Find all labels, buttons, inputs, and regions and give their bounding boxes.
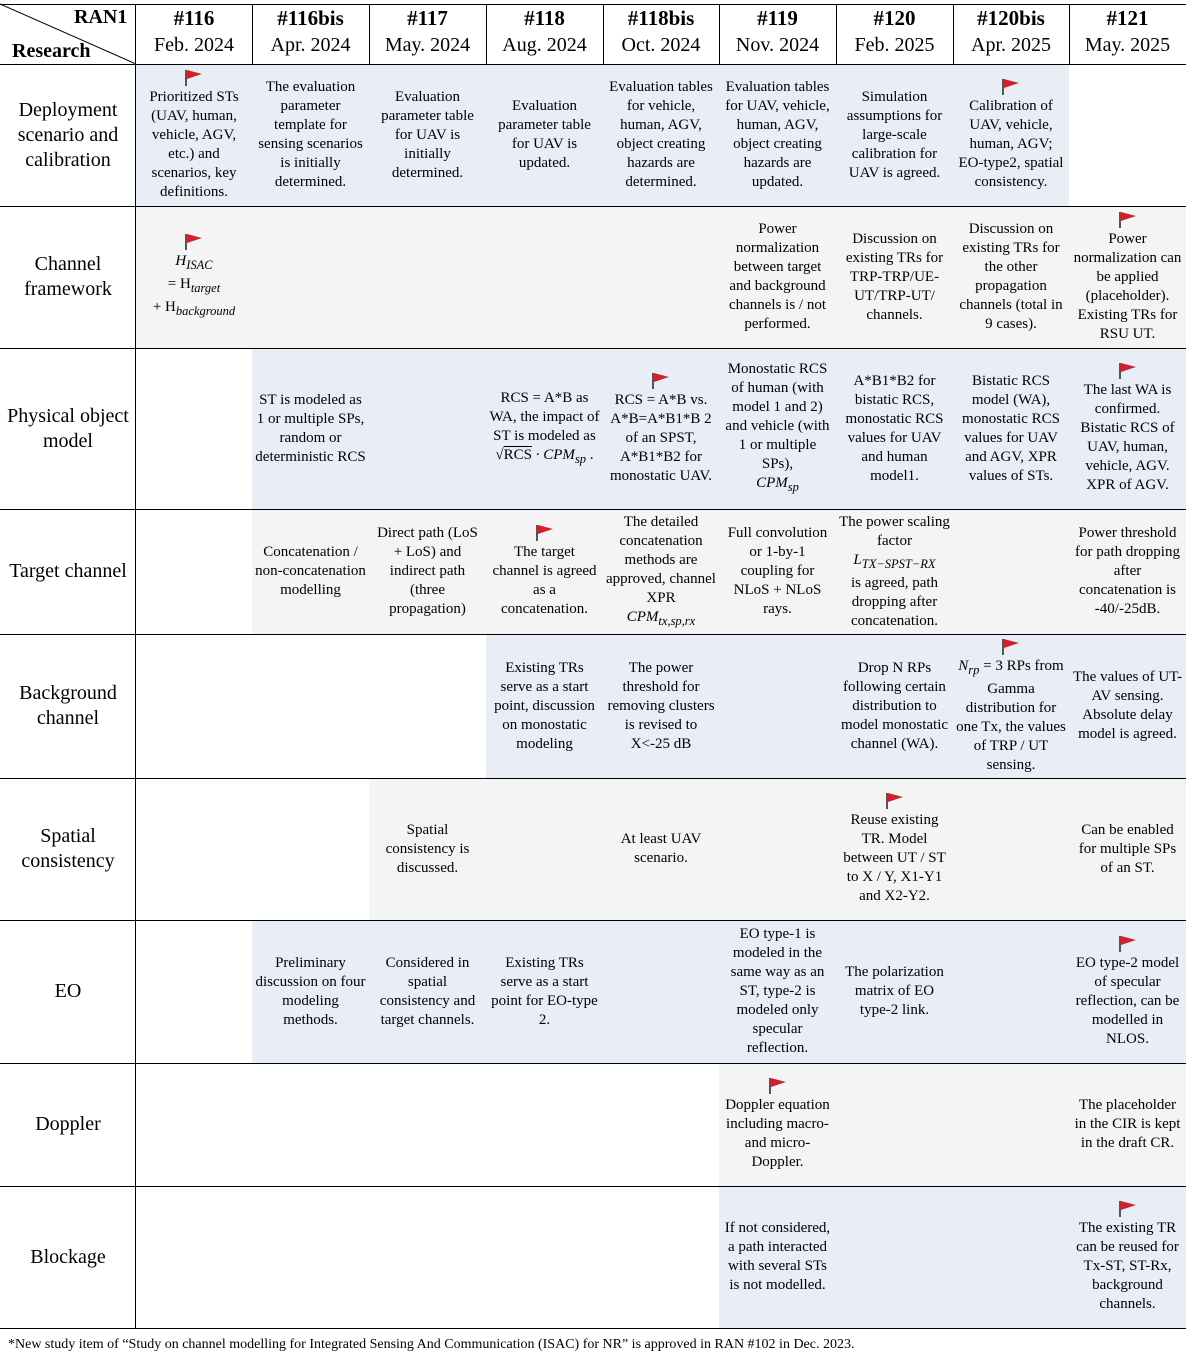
table-cell: RCS = A*B as WA, the impact of ST is modeled as $√RCS \cdot CPM_{sp}$ . [486, 348, 603, 509]
table-cell: The power threshold for removing clusters is revised to X<-25 dB [607, 659, 715, 752]
table-cell: The placeholder in the CIR is kept in the draft CR. [1074, 1097, 1181, 1151]
table-cell: Evaluation tables for vehicle, human, AGV, object creating hazards are determined. [609, 79, 713, 190]
table-cell: Existing TRs serve as a start point for EO-type 2. [491, 954, 598, 1028]
rule [1069, 4, 1070, 64]
table-cell: Power threshold for path dropping after concatenation is -40/-25dB. [1075, 525, 1180, 617]
column-header: #120 Feb. 2025 [854, 6, 935, 56]
table-cell: Spatial consistency is discussed. [385, 821, 470, 876]
rule [252, 4, 253, 64]
corner-bottom-label: Research [12, 40, 91, 62]
row-label: Channel framework [24, 253, 112, 300]
row-label: Target channel [9, 560, 127, 582]
table-cell: Concatenation / non-concatenation modelling [255, 544, 366, 598]
flag-icon [650, 372, 672, 390]
table-cell: Power normalization between target and background channels is / not performed. [728, 221, 827, 332]
row-label: Spatial consistency [21, 825, 115, 872]
column-header: #120bis Apr. 2025 [971, 6, 1051, 56]
table-cell: If not considered, a path interacted with several STs is not modelled. [724, 1220, 831, 1293]
table-cell: Discussion on existing TRs for the other propagation channels (total in 9 cases). [959, 221, 1063, 332]
rule [836, 4, 837, 64]
table-cell: The target channel is agreed as a concatenation. [486, 509, 603, 634]
formula-line: = $H_{target}$ [167, 276, 221, 295]
table-cell: EO type-2 model of specular reflection, can be modelled in NLOS. [1069, 920, 1186, 1063]
column-header: #121 May. 2025 [1084, 6, 1171, 56]
flag-icon [1117, 211, 1139, 229]
rule [0, 1328, 1186, 1329]
corner-top-label: RAN1 [74, 6, 128, 28]
table-cell: At least UAV scenario. [620, 831, 702, 866]
row-label: EO [54, 980, 82, 1002]
formula-line: $H_{ISAC}$ [175, 253, 213, 272]
table-cell: A*B1*B2 for bistatic RCS, monostatic RCS values for UAV and human model1. [845, 372, 944, 484]
table-cell: Bistatic RCS model (WA), monostatic RCS values for UAV and AGV, XPR values of STs. [962, 372, 1060, 484]
table-cell: Evaluation parameter table for UAV is updated. [498, 98, 591, 171]
flag-icon [1117, 935, 1139, 953]
column-header: #118bis Oct. 2024 [621, 6, 701, 56]
rule [486, 4, 487, 64]
table-cell: The power scaling factor $L_{TX-SPST-RX}$ is agreed, path dropping after concatenation. [839, 513, 950, 629]
table-cell: Discussion on existing TRs for TRP-TRP/UE-UT/TRP-UT/ channels. [845, 230, 944, 323]
table-cell: The evaluation parameter template for sensing scenarios is initially determined. [258, 79, 363, 190]
table-cell: The last WA is confirmed. Bistatic RCS of UAV, human, vehicle, AGV. XPR of AGV. [1069, 348, 1186, 509]
flag-icon [1117, 1200, 1139, 1218]
flag-icon [884, 792, 906, 810]
rule [953, 4, 954, 64]
column-header: #117 May. 2024 [384, 6, 471, 56]
table-cell: Drop N RPs following certain distribution to model monostatic channel (WA). [840, 659, 949, 752]
flag-icon [767, 1077, 789, 1095]
table-cell: The values of UT-AV sensing. Absolute delay model is agreed. [1073, 669, 1182, 742]
table-cell: Simulation assumptions for large-scale calibration for UAV is agreed. [846, 88, 943, 181]
table-cell: Monostatic RCS of human (with model 1 and 2) and vehicle (with 1 or multiple SPs), $CPM_{sp}$ [725, 361, 830, 494]
flag-icon [1000, 638, 1022, 656]
table-cell: Can be enabled for multiple SPs of an ST. [1078, 821, 1177, 876]
table-cell: Power normalization can be applied (placeholder). Existing TRs for RSU UT. [1069, 206, 1186, 348]
rule [369, 4, 370, 64]
table-cell: EO type-1 is modeled in the same way as an ST, type-2 is modeled only specular reflection. [730, 926, 825, 1056]
footnote: *New study item of “Study on channel modelling for Integrated Sensing And Communication (ISAC) for NR” is approved in RAN #102 in Dec. 2023. [8, 1337, 855, 1352]
table-cell: RCS = A*B vs. A*B=A*B1*B 2 of an SPST, A*B1*B2 for monostatic UAV. [603, 348, 719, 509]
flag-icon [183, 233, 205, 251]
table-cell: Direct path (LoS + LoS) and indirect path (three propagation) [377, 525, 478, 617]
column-header: #116bis Apr. 2024 [270, 6, 351, 56]
flag-icon [183, 69, 205, 87]
rule [0, 4, 1186, 5]
table-cell: Preliminary discussion on four modeling methods. [255, 954, 366, 1028]
table-cell: Evaluation parameter table for UAV is initially determined. [381, 88, 474, 181]
table-cell: Calibration of UAV, vehicle, human, AGV; EO-type2, spatial consistency. [953, 64, 1069, 206]
flag-icon [534, 524, 556, 542]
row-label: Doppler [35, 1113, 101, 1135]
table-cell: Full convolution or 1-by-1 coupling for NLoS + NLoS rays. [727, 525, 828, 617]
flag-icon [1117, 362, 1139, 380]
table-cell [136, 206, 252, 348]
table-cell: Reuse existing TR. Model between UT / ST to X / Y, X1-Y1 and X2-Y2. [836, 778, 953, 920]
rule [0, 1063, 1186, 1064]
row-label: Deployment scenario and calibration [17, 98, 119, 171]
flag-icon [1000, 78, 1022, 96]
rule [603, 4, 604, 64]
rule [0, 778, 1186, 779]
table-cell: $N_{rp} = 3$ RPs from Gamma distribution for one Tx, the values of TRP / UT sensing. [953, 634, 1069, 778]
rule [0, 1186, 1186, 1187]
table-cell: The polarization matrix of EO type-2 link. [845, 964, 944, 1018]
column-header: #116 Feb. 2024 [154, 6, 234, 56]
table-cell: The detailed concatenation methods are approved, channel XPR $CPM_{tx,sp,rx}$ [606, 513, 716, 628]
table-cell: Doppler equation including macro- and micro-Doppler. [719, 1063, 836, 1186]
rule [719, 4, 720, 64]
table-cell: Existing TRs serve as a start point, discussion on monostatic modeling [494, 659, 595, 752]
column-header: #119 Nov. 2024 [735, 6, 820, 56]
rcs-formula: $√RCS \cdot CPM_{sp}$ . [495, 446, 594, 466]
table-cell: Prioritized STs (UAV, human, vehicle, AGV, etc.) and scenarios, key definitions. [136, 64, 252, 206]
row-label: Background channel [19, 682, 117, 729]
row-label: Blockage [30, 1245, 106, 1268]
formula-line: + $H_{background}$ [152, 299, 236, 318]
table-cell: Evaluation tables for UAV, vehicle, human, AGV, object creating hazards are updated. [725, 79, 830, 190]
table-cell: The existing TR can be reused for Tx-ST, ST-Rx, background channels. [1069, 1186, 1186, 1328]
table-cell: Considered in spatial consistency and target channels. [379, 954, 476, 1028]
column-header: #118 Aug. 2024 [502, 6, 587, 56]
row-label: Physical object model [7, 404, 129, 452]
shade-band [369, 779, 1186, 920]
table-cell: ST is modeled as 1 or multiple SPs, random or deterministic RCS [255, 391, 366, 465]
